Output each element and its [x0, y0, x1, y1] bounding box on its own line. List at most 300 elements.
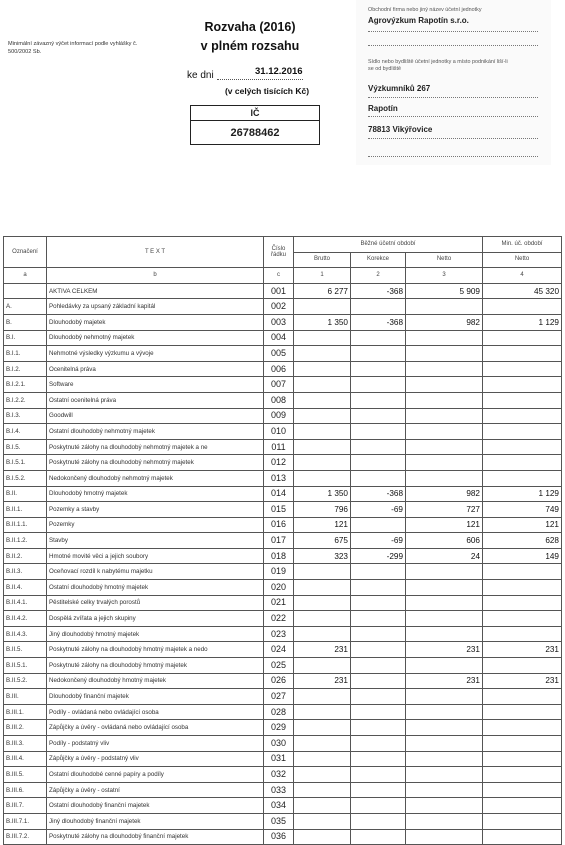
- table-row: [4, 720, 562, 736]
- table-row: [4, 377, 562, 393]
- row-number: 003: [264, 314, 294, 330]
- firm-zip-town: 78813 Vikýřovice: [368, 125, 433, 134]
- cell-brutto: 796: [294, 502, 351, 518]
- table-row: [4, 626, 562, 642]
- cell-korekce: [351, 377, 406, 393]
- row-designation: B.II.1.: [4, 502, 47, 518]
- cell-netto: [406, 595, 483, 611]
- cell-netto: [406, 782, 483, 798]
- cell-brutto: [294, 580, 351, 596]
- cell-netto: [406, 392, 483, 408]
- row-text: Hmotné movité věci a jejich soubory: [47, 548, 264, 564]
- header-oznaceni: Označení: [4, 237, 47, 268]
- row-text: Pohledávky za upsaný základní kapitál: [47, 299, 264, 315]
- cell-brutto: [294, 658, 351, 674]
- row-designation: B.: [4, 314, 47, 330]
- cell-netto-prev: [483, 580, 562, 596]
- cell-brutto: 323: [294, 548, 351, 564]
- row-text: Dospělá zvířata a jejich skupiny: [47, 611, 264, 627]
- cell-netto: [406, 470, 483, 486]
- cell-netto: [406, 704, 483, 720]
- row-number: 032: [264, 767, 294, 783]
- cell-brutto: [294, 361, 351, 377]
- cell-netto-prev: 231: [483, 642, 562, 658]
- table-row: [4, 813, 562, 829]
- row-text: Poskytnuté zálohy na dlouhodobý hmotný majetek: [47, 658, 264, 674]
- row-designation: B.III.7.1.: [4, 813, 47, 829]
- table-row: [4, 782, 562, 798]
- row-number: 006: [264, 361, 294, 377]
- cell-brutto: [294, 611, 351, 627]
- row-designation: B.II.: [4, 486, 47, 502]
- table-row: [4, 751, 562, 767]
- row-designation: B.II.5.2.: [4, 673, 47, 689]
- cell-netto-prev: [483, 798, 562, 814]
- row-designation: B.I.: [4, 330, 47, 346]
- row-text: Poskytnuté zálohy na dlouhodobý nehmotný majetek: [47, 455, 264, 471]
- row-designation: B.I.2.1.: [4, 377, 47, 393]
- row-number: 010: [264, 424, 294, 440]
- row-number: 029: [264, 720, 294, 736]
- firm-name-label: Obchodní firma nebo jiný název účetní jednotky: [368, 7, 482, 13]
- cell-netto-prev: [483, 829, 562, 845]
- row-number: 024: [264, 642, 294, 658]
- row-designation: B.II.1.1.: [4, 517, 47, 533]
- cell-netto: [406, 813, 483, 829]
- cell-korekce: [351, 595, 406, 611]
- header-text: T E X T: [47, 237, 264, 268]
- row-number: 016: [264, 517, 294, 533]
- row-designation: B.III.2.: [4, 720, 47, 736]
- table-row: [4, 392, 562, 408]
- cell-korekce: [351, 767, 406, 783]
- cell-korekce: [351, 751, 406, 767]
- row-designation: B.II.4.2.: [4, 611, 47, 627]
- row-number: 022: [264, 611, 294, 627]
- row-text: Stavby: [47, 533, 264, 549]
- row-text: Zápůjčky a úvěry - ovládaná nebo ovládající osoba: [47, 720, 264, 736]
- cell-brutto: [294, 470, 351, 486]
- row-text: Goodwill: [47, 408, 264, 424]
- cell-korekce: [351, 813, 406, 829]
- cell-brutto: 6 277: [294, 283, 351, 299]
- row-designation: B.III.6.: [4, 782, 47, 798]
- table-row: [4, 704, 562, 720]
- cell-netto-prev: [483, 470, 562, 486]
- cell-korekce: [351, 704, 406, 720]
- row-text: Oceňovací rozdíl k nabytému majetku: [47, 564, 264, 580]
- table-row: [4, 439, 562, 455]
- row-number: 013: [264, 470, 294, 486]
- row-text: Ostatní dlouhodobý finanční majetek: [47, 798, 264, 814]
- cell-netto: [406, 689, 483, 705]
- row-number: 020: [264, 580, 294, 596]
- row-number: 004: [264, 330, 294, 346]
- cell-korekce: [351, 720, 406, 736]
- row-designation: B.I.5.: [4, 439, 47, 455]
- header-col-b: b: [47, 268, 264, 284]
- cell-korekce: [351, 673, 406, 689]
- table-row: [4, 595, 562, 611]
- row-number: 026: [264, 673, 294, 689]
- cell-netto: 24: [406, 548, 483, 564]
- header-col-a: a: [4, 268, 47, 284]
- cell-netto: [406, 798, 483, 814]
- row-designation: B.II.4.1.: [4, 595, 47, 611]
- row-designation: [4, 283, 47, 299]
- table-row: [4, 611, 562, 627]
- header-korekce: Korekce: [351, 252, 406, 268]
- cell-netto: [406, 720, 483, 736]
- cell-netto-prev: 231: [483, 673, 562, 689]
- cell-netto-prev: [483, 813, 562, 829]
- cell-korekce: [351, 611, 406, 627]
- header-col-4: 4: [483, 268, 562, 284]
- cell-netto-prev: [483, 299, 562, 315]
- table-row: [4, 299, 562, 315]
- cell-netto-prev: [483, 720, 562, 736]
- firm-city: Rapotín: [368, 104, 398, 113]
- row-designation: B.III.: [4, 689, 47, 705]
- cell-netto-prev: [483, 736, 562, 752]
- table-row: [4, 470, 562, 486]
- cell-netto-prev: [483, 767, 562, 783]
- row-text: Poskytnuté zálohy na dlouhodobý finanční majetek: [47, 829, 264, 845]
- cell-brutto: [294, 829, 351, 845]
- cell-brutto: [294, 330, 351, 346]
- cell-brutto: [294, 424, 351, 440]
- cell-netto-prev: [483, 611, 562, 627]
- cell-brutto: [294, 595, 351, 611]
- row-text: Jiný dlouhodobý finanční majetek: [47, 813, 264, 829]
- cell-korekce: -368: [351, 314, 406, 330]
- header-minule-obdobi: Min. úč. období: [483, 237, 562, 253]
- cell-korekce: [351, 299, 406, 315]
- cell-brutto: [294, 689, 351, 705]
- cell-netto: [406, 611, 483, 627]
- row-designation: B.I.4.: [4, 424, 47, 440]
- cell-netto: [406, 736, 483, 752]
- row-number: 017: [264, 533, 294, 549]
- cell-netto: [406, 439, 483, 455]
- row-designation: B.III.7.: [4, 798, 47, 814]
- unit-note: (v celých tisících Kč): [224, 86, 310, 96]
- cell-korekce: [351, 424, 406, 440]
- cell-netto-prev: 45 320: [483, 283, 562, 299]
- cell-brutto: [294, 813, 351, 829]
- row-designation: B.II.4.: [4, 580, 47, 596]
- cell-netto: 5 909: [406, 283, 483, 299]
- header-netto: Netto: [406, 252, 483, 268]
- row-text: Zápůjčky a úvěry - podstatný vliv: [47, 751, 264, 767]
- row-number: 005: [264, 346, 294, 362]
- cell-netto-prev: 628: [483, 533, 562, 549]
- row-designation: B.III.3.: [4, 736, 47, 752]
- table-row: [4, 361, 562, 377]
- cell-korekce: [351, 658, 406, 674]
- row-designation: B.II.5.: [4, 642, 47, 658]
- table-row: [4, 346, 562, 362]
- row-text: Jiný dlouhodobý hmotný majetek: [47, 626, 264, 642]
- cell-brutto: 675: [294, 533, 351, 549]
- cell-brutto: [294, 439, 351, 455]
- title-line-1: Rozvaha (2016): [204, 20, 296, 34]
- header-col-c: c: [264, 268, 294, 284]
- row-number: 009: [264, 408, 294, 424]
- cell-netto-prev: [483, 689, 562, 705]
- row-text: Dlouhodobý nehmotný majetek: [47, 330, 264, 346]
- row-number: 021: [264, 595, 294, 611]
- cell-korekce: [351, 439, 406, 455]
- cell-korekce: [351, 642, 406, 658]
- divider-line: [368, 97, 538, 98]
- row-number: 007: [264, 377, 294, 393]
- row-text: Software: [47, 377, 264, 393]
- header-cislo: Číslo řádku: [264, 237, 294, 268]
- cell-korekce: [351, 689, 406, 705]
- row-text: AKTIVA CELKEM: [47, 283, 264, 299]
- cell-korekce: [351, 782, 406, 798]
- table-row: [4, 517, 562, 533]
- cell-korekce: [351, 736, 406, 752]
- cell-netto-prev: [483, 408, 562, 424]
- row-number: 031: [264, 751, 294, 767]
- cell-netto-prev: [483, 455, 562, 471]
- table-row: [4, 673, 562, 689]
- balance-sheet-table: [3, 236, 562, 845]
- row-designation: B.I.2.2.: [4, 392, 47, 408]
- cell-netto: 121: [406, 517, 483, 533]
- cell-korekce: -368: [351, 486, 406, 502]
- table-row: [4, 767, 562, 783]
- table-row: [4, 548, 562, 564]
- date-label: ke dni: [187, 70, 214, 81]
- divider-line: [368, 31, 538, 32]
- row-text: Ostatní dlouhodobé cenné papíry a podíly: [47, 767, 264, 783]
- cell-brutto: [294, 408, 351, 424]
- date-value: 31.12.2016: [255, 66, 303, 77]
- divider-line: [368, 138, 538, 139]
- table-row: [4, 642, 562, 658]
- row-text: Ostatní ocenitelná práva: [47, 392, 264, 408]
- row-designation: B.III.5.: [4, 767, 47, 783]
- row-text: Nedokončený dlouhodobý nehmotný majetek: [47, 470, 264, 486]
- row-designation: B.II.3.: [4, 564, 47, 580]
- table-row: [4, 424, 562, 440]
- row-number: 030: [264, 736, 294, 752]
- table-row: [4, 486, 562, 502]
- row-designation: A.: [4, 299, 47, 315]
- cell-brutto: [294, 782, 351, 798]
- row-number: 011: [264, 439, 294, 455]
- row-number: 002: [264, 299, 294, 315]
- cell-brutto: 1 350: [294, 486, 351, 502]
- row-designation: B.I.3.: [4, 408, 47, 424]
- cell-netto-prev: [483, 751, 562, 767]
- table-row: [4, 502, 562, 518]
- table-row: [4, 798, 562, 814]
- cell-brutto: [294, 736, 351, 752]
- ic-label: IČ: [191, 106, 319, 121]
- row-text: Dlouhodobý hmotný majetek: [47, 486, 264, 502]
- row-number: 036: [264, 829, 294, 845]
- cell-brutto: 231: [294, 673, 351, 689]
- cell-netto: 982: [406, 314, 483, 330]
- legal-note: Minimální závazný výčet informací podle vyhlášky č. 500/2002 Sb.: [8, 41, 138, 55]
- row-designation: B.III.4.: [4, 751, 47, 767]
- row-text: Ostatní dlouhodobý hmotný majetek: [47, 580, 264, 596]
- cell-netto: [406, 767, 483, 783]
- header-bezne-obdobi: Běžné účetní období: [294, 237, 483, 253]
- divider-line: [368, 156, 538, 157]
- row-number: 035: [264, 813, 294, 829]
- header-col-2: 2: [351, 268, 406, 284]
- firm-street: Výzkumníků 267: [368, 84, 431, 93]
- table-row: [4, 829, 562, 845]
- divider-line: [368, 45, 538, 46]
- cell-korekce: [351, 361, 406, 377]
- cell-brutto: [294, 299, 351, 315]
- cell-netto: [406, 829, 483, 845]
- row-text: Pozemky a stavby: [47, 502, 264, 518]
- cell-netto-prev: [483, 392, 562, 408]
- cell-netto: [406, 299, 483, 315]
- cell-korekce: [351, 330, 406, 346]
- cell-netto: [406, 346, 483, 362]
- cell-netto-prev: [483, 626, 562, 642]
- cell-brutto: [294, 767, 351, 783]
- cell-netto-prev: 1 129: [483, 486, 562, 502]
- row-number: 028: [264, 704, 294, 720]
- cell-korekce: -368: [351, 283, 406, 299]
- table-row: [4, 455, 562, 471]
- cell-korekce: -69: [351, 502, 406, 518]
- cell-netto: 727: [406, 502, 483, 518]
- row-text: Podíly - podstatný vliv: [47, 736, 264, 752]
- row-number: 023: [264, 626, 294, 642]
- cell-brutto: [294, 626, 351, 642]
- cell-netto-prev: 149: [483, 548, 562, 564]
- cell-netto: [406, 751, 483, 767]
- cell-korekce: [351, 517, 406, 533]
- cell-netto: [406, 658, 483, 674]
- cell-netto: 606: [406, 533, 483, 549]
- row-text: Dlouhodobý finanční majetek: [47, 689, 264, 705]
- cell-netto-prev: [483, 377, 562, 393]
- cell-netto-prev: 749: [483, 502, 562, 518]
- cell-netto-prev: 121: [483, 517, 562, 533]
- cell-korekce: [351, 346, 406, 362]
- cell-netto-prev: 1 129: [483, 314, 562, 330]
- cell-netto: 982: [406, 486, 483, 502]
- row-number: 027: [264, 689, 294, 705]
- row-text: Dlouhodobý majetek: [47, 314, 264, 330]
- row-number: 025: [264, 658, 294, 674]
- cell-netto-prev: [483, 330, 562, 346]
- row-number: 015: [264, 502, 294, 518]
- row-designation: B.III.7.2.: [4, 829, 47, 845]
- cell-netto-prev: [483, 439, 562, 455]
- cell-brutto: [294, 377, 351, 393]
- cell-brutto: [294, 720, 351, 736]
- row-text: Nedokončený dlouhodobý hmotný majetek: [47, 673, 264, 689]
- cell-korekce: -299: [351, 548, 406, 564]
- table-row: [4, 314, 562, 330]
- table-row: [4, 689, 562, 705]
- row-text: Podíly - ovládaná nebo ovládající osoba: [47, 704, 264, 720]
- cell-netto: [406, 330, 483, 346]
- row-designation: B.II.2.: [4, 548, 47, 564]
- cell-korekce: -69: [351, 533, 406, 549]
- cell-netto-prev: [483, 782, 562, 798]
- header-brutto: Brutto: [294, 252, 351, 268]
- cell-korekce: [351, 829, 406, 845]
- title-line-2: v plném rozsahu: [200, 39, 300, 53]
- row-text: Pozemky: [47, 517, 264, 533]
- cell-brutto: [294, 704, 351, 720]
- row-text: Poskytnuté zálohy na dlouhodobý hmotný majetek a nedo: [47, 642, 264, 658]
- cell-korekce: [351, 626, 406, 642]
- cell-netto: [406, 377, 483, 393]
- row-number: 008: [264, 392, 294, 408]
- cell-netto: 231: [406, 673, 483, 689]
- date-dotted-line: [217, 79, 303, 80]
- cell-netto: [406, 408, 483, 424]
- cell-netto-prev: [483, 361, 562, 377]
- divider-line: [368, 116, 538, 117]
- cell-korekce: [351, 564, 406, 580]
- cell-korekce: [351, 408, 406, 424]
- cell-netto: [406, 580, 483, 596]
- ic-box: [190, 105, 320, 145]
- row-number: 033: [264, 782, 294, 798]
- cell-netto-prev: [483, 564, 562, 580]
- row-designation: B.III.1.: [4, 704, 47, 720]
- row-designation: B.II.1.2.: [4, 533, 47, 549]
- cell-netto: [406, 626, 483, 642]
- cell-korekce: [351, 392, 406, 408]
- row-designation: B.I.2.: [4, 361, 47, 377]
- cell-brutto: [294, 455, 351, 471]
- cell-netto-prev: [483, 424, 562, 440]
- cell-netto-prev: [483, 704, 562, 720]
- header-col-1: 1: [294, 268, 351, 284]
- cell-netto-prev: [483, 658, 562, 674]
- row-number: 014: [264, 486, 294, 502]
- cell-korekce: [351, 798, 406, 814]
- row-designation: B.I.5.2.: [4, 470, 47, 486]
- row-text: Pěstitelské celky trvalých porostů: [47, 595, 264, 611]
- row-text: Ocenitelná práva: [47, 361, 264, 377]
- row-number: 001: [264, 283, 294, 299]
- row-designation: B.I.1.: [4, 346, 47, 362]
- cell-brutto: [294, 346, 351, 362]
- cell-netto: [406, 361, 483, 377]
- row-number: 012: [264, 455, 294, 471]
- cell-netto: [406, 424, 483, 440]
- cell-brutto: 121: [294, 517, 351, 533]
- document-title: [165, 18, 335, 56]
- table-row: [4, 408, 562, 424]
- cell-brutto: 231: [294, 642, 351, 658]
- ic-value: 26788462: [230, 127, 280, 139]
- cell-brutto: [294, 798, 351, 814]
- table-row: [4, 736, 562, 752]
- row-text: Ostatní dlouhodobý nehmotný majetek: [47, 424, 264, 440]
- table-row: [4, 564, 562, 580]
- table-row: [4, 283, 562, 299]
- cell-netto: [406, 564, 483, 580]
